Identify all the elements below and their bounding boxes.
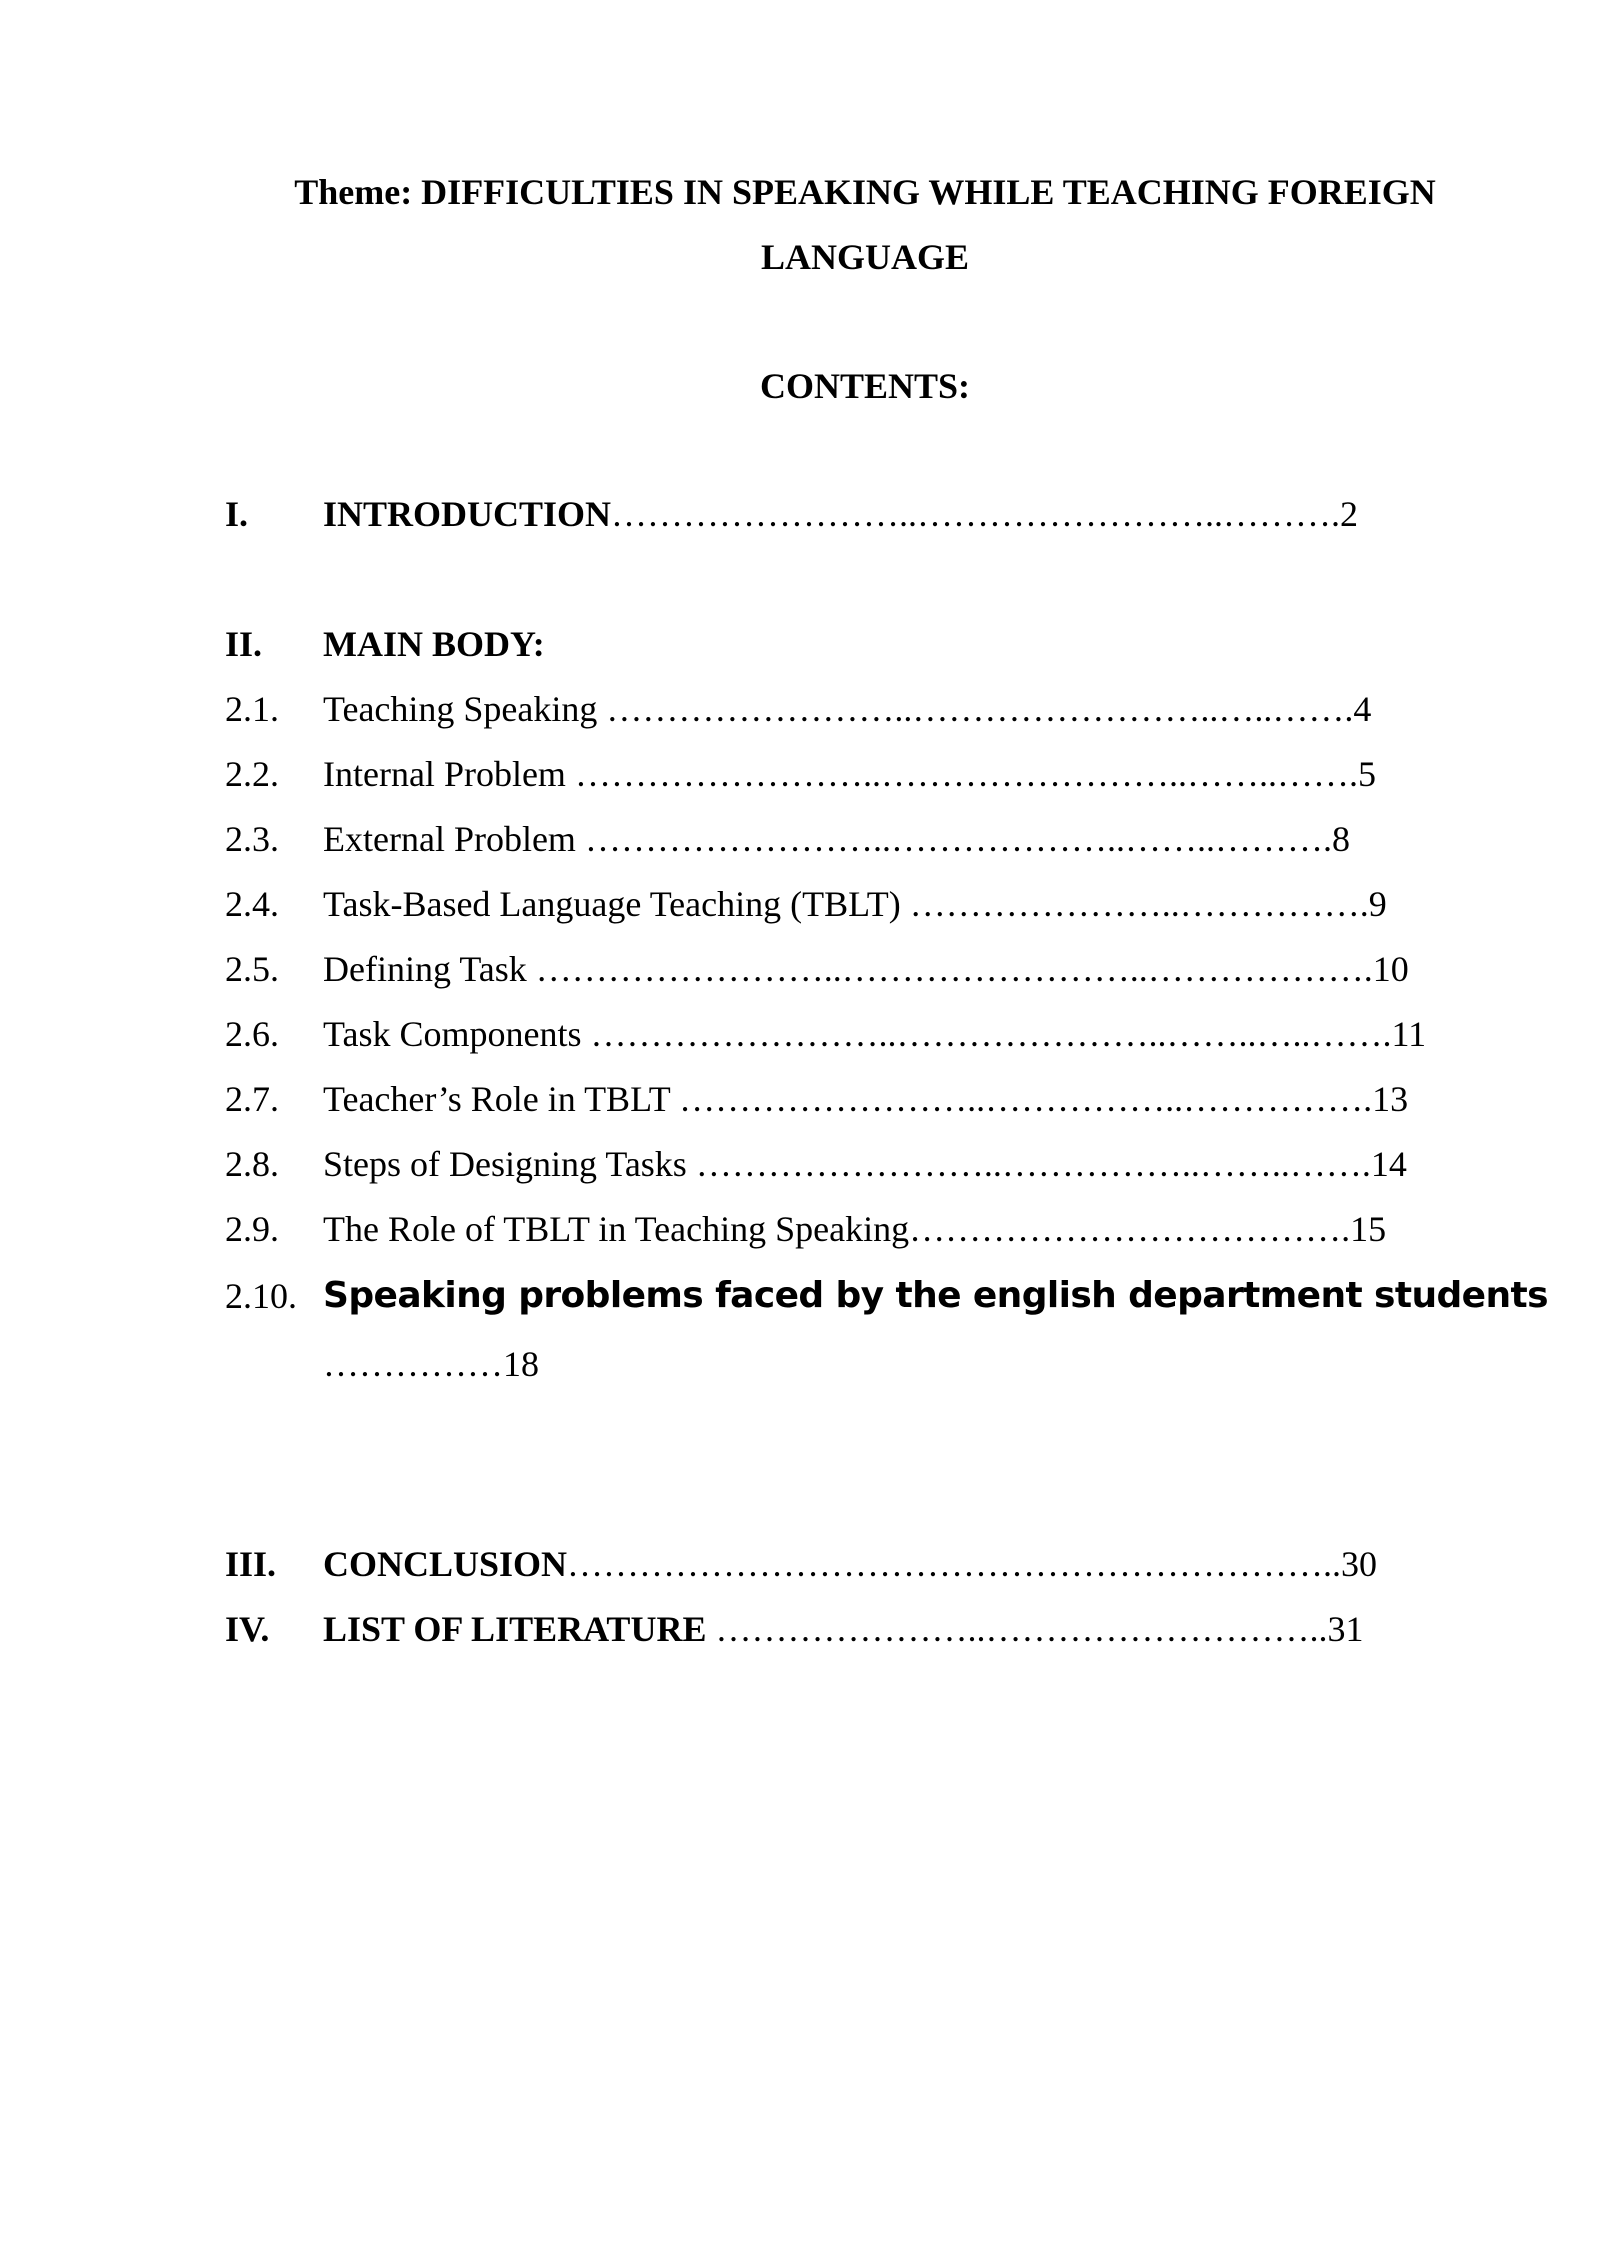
toc-entry-conclusion [225, 1540, 1525, 1588]
toc-entry-2-10 [225, 1272, 1548, 1320]
toc-entry-label: Speaking problems faced by the english department students [323, 1275, 1548, 1316]
toc-entry-number: 2.7. [225, 1079, 279, 1119]
toc-entry-number: 2.6. [225, 1014, 279, 1054]
document-title-line-2: LANGUAGE [760, 237, 970, 277]
toc-entry-leader: ………………………………………………………..30 [567, 1544, 1378, 1584]
toc-entry-leader: ……………………..……………………..……….2 [611, 494, 1359, 534]
toc-entry-literature [225, 1605, 1525, 1653]
toc-entry-label: External Problem [323, 819, 585, 859]
toc-entry-leader: ……………………..……………………..…..…….4 [606, 689, 1372, 729]
toc-entry-label: Steps of Designing Tasks [323, 1144, 696, 1184]
toc-entry-2-2 [225, 750, 1525, 798]
toc-entry-label: The Role of TBLT in Teaching Speaking [323, 1209, 910, 1249]
toc-entry-2-1 [225, 685, 1525, 733]
toc-entry-number: III. [225, 1544, 277, 1584]
toc-entry-label: Task Components [323, 1014, 591, 1054]
toc-entry-label: INTRODUCTION [323, 494, 612, 534]
toc-entry-introduction [225, 490, 1525, 538]
toc-entry-number: 2.8. [225, 1144, 279, 1184]
toc-entry-2-10-continuation [225, 1340, 1525, 1388]
toc-entry-2-4 [225, 880, 1525, 928]
toc-entry-number: 2.2. [225, 754, 279, 794]
toc-entry-label: Internal Problem [323, 754, 575, 794]
toc-entry-label: MAIN BODY: [323, 624, 545, 664]
document-title-line-1: Theme: DIFFICULTIES IN SPEAKING WHILE TEACHING FOREIGN [294, 172, 1436, 212]
toc-entry-leader: ……………18 [323, 1344, 539, 1384]
toc-entry-number: 2.9. [225, 1209, 279, 1249]
toc-entry-label: Task-Based Language Teaching (TBLT) [323, 884, 910, 924]
toc-entry-leader: ……………………..……………..…………….13 [679, 1079, 1409, 1119]
toc-entry-2-3 [225, 815, 1525, 863]
toc-entry-leader: ……………………..……………………..……..…….5 [574, 754, 1376, 794]
toc-entry-number: II. [225, 624, 263, 664]
toc-entry-number: 2.10. [225, 1276, 297, 1316]
toc-entry-leader: …………………..………………………..31 [715, 1609, 1364, 1649]
toc-entry-2-9 [225, 1205, 1525, 1253]
toc-entry-leader: …………………..…………….9 [909, 884, 1387, 924]
toc-entry-leader: ……………………..…………………..……..…..…….11 [590, 1014, 1427, 1054]
toc-entry-number: IV. [225, 1609, 270, 1649]
toc-entry-leader: ……………………..……………..……..…….14 [695, 1144, 1407, 1184]
toc-entry-label: CONCLUSION [323, 1544, 568, 1584]
toc-entry-leader: ……………………..………………..……..……….8 [584, 819, 1350, 859]
toc-entry-2-8 [225, 1140, 1525, 1188]
toc-entry-label: LIST OF LITERATURE [323, 1609, 716, 1649]
toc-entry-number: 2.1. [225, 689, 279, 729]
toc-entry-leader: ……………………………….15 [909, 1209, 1387, 1249]
toc-entry-2-5 [225, 945, 1525, 993]
toc-entry-number: 2.5. [225, 949, 279, 989]
toc-entry-2-7 [225, 1075, 1525, 1123]
toc-entry-number: 2.3. [225, 819, 279, 859]
toc-entry-label: Teacher’s Role in TBLT [323, 1079, 680, 1119]
contents-heading: CONTENTS: [759, 366, 971, 406]
toc-entry-leader: ……………………..……………………..……………….10 [535, 949, 1409, 989]
toc-entry-label: Teaching Speaking [323, 689, 607, 729]
toc-entry-main-body [225, 620, 1525, 668]
toc-entry-2-6 [225, 1010, 1525, 1058]
toc-entry-label: Defining Task [323, 949, 536, 989]
toc-entry-number: 2.4. [225, 884, 279, 924]
toc-entry-number: I. [225, 494, 249, 534]
